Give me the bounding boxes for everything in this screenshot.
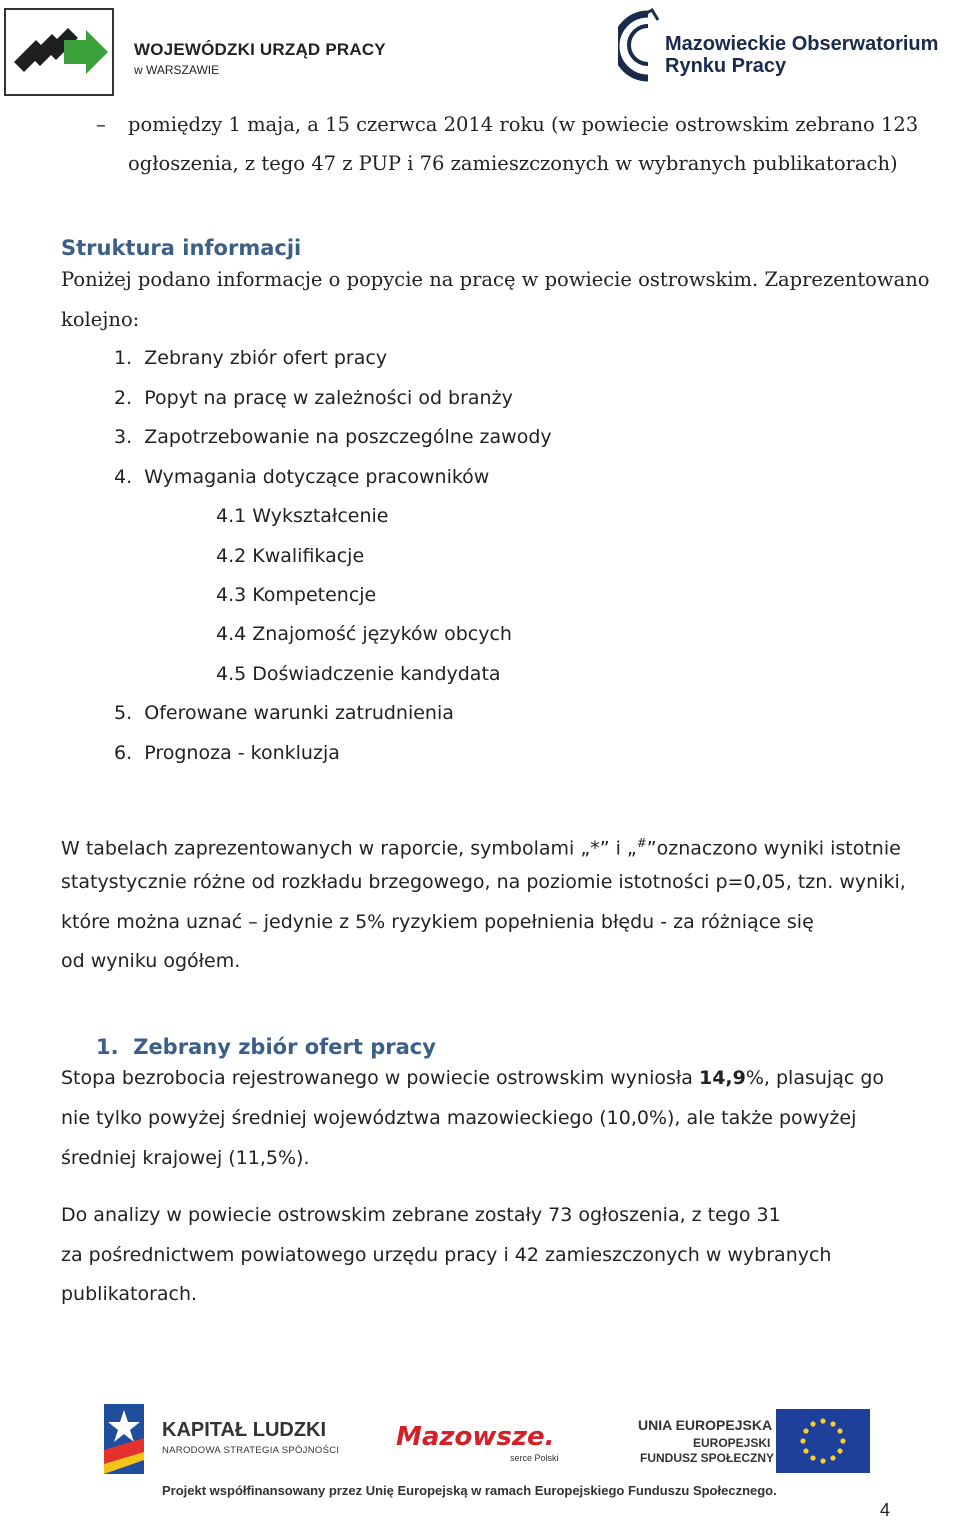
structure-line-2: kolejno: xyxy=(61,308,140,331)
intro-line-1: pomiędzy 1 maja, a 15 czerwca 2014 roku (w powiecie ostrowskim zebrano 123 xyxy=(128,113,919,136)
section-1-p1-line-1: Stopa bezrobocia rejestrowanego w powiecie ostrowskim wyniosła 14,9%, plasując go xyxy=(61,1067,885,1089)
cofinanced-note: Projekt współfinansowany przez Unię Europejską w ramach Europejskiego Funduszu Społecznego. xyxy=(162,1483,777,1498)
list-item: 2. Popyt na pracę w zależności od branży xyxy=(114,387,513,409)
mazowsze-logo: Mazowsze. xyxy=(396,1422,555,1452)
section-1-p2-line-1: Do analizy w powiecie ostrowskim zebrane zostały 73 ogłoszenia, z tego 31 xyxy=(61,1204,781,1226)
sub-list-item: 4.5 Doświadczenie kandydata xyxy=(216,663,501,685)
sub-list-item: 4.3 Kompetencje xyxy=(216,584,377,606)
eu-flag-icon xyxy=(776,1409,870,1473)
sub-list-item: 4.1 Wykształcenie xyxy=(216,505,389,527)
sub-list-item: 4.4 Znajomość języków obcych xyxy=(216,623,512,645)
section-1-p1-line-2: nie tylko powyżej średniej województwa mazowieckiego (10,0%), ale także powyżej xyxy=(61,1107,857,1129)
section-1-p1-line-3: średniej krajowej (11,5%). xyxy=(61,1147,310,1169)
list-item: 4. Wymagania dotyczące pracowników xyxy=(114,466,490,488)
note-line-4: od wyniku ogółem. xyxy=(61,950,241,972)
list-item: 3. Zapotrzebowanie na poszczególne zawody xyxy=(114,426,552,448)
mor-title-line2: Rynku Pracy xyxy=(665,55,787,77)
bullet-dash: – xyxy=(96,113,106,136)
note-line-3: które można uznać – jedynie z 5% ryzykiem popełnienia błędu - za różniące się xyxy=(61,911,814,933)
kapital-ludzki-logo-icon xyxy=(98,1400,148,1476)
kapital-ludzki-title: KAPITAŁ LUDZKI xyxy=(162,1419,327,1441)
note-line-1: W tabelach zaprezentowanych w raporcie, symbolami „*” i „#”oznaczono wyniki istotnie xyxy=(61,836,901,860)
mor-title-line1: Mazowieckie Obserwatorium xyxy=(665,33,939,55)
note-line-2: statystycznie różne od rozkładu brzegowego, na poziomie istotności p=0,05, tzn. wyniki, xyxy=(61,871,906,893)
wup-title: WOJEWÓDZKI URZĄD PRACY xyxy=(134,40,386,59)
sub-list-item: 4.2 Kwalifikacje xyxy=(216,545,365,567)
list-item: 1. Zebrany zbiór ofert pracy xyxy=(114,347,388,369)
page-number: 4 xyxy=(880,1500,891,1520)
kapital-ludzki-subtitle: NARODOWA STRATEGIA SPÓJNOŚCI xyxy=(162,1445,340,1456)
wup-subtitle: w WARSZAWIE xyxy=(134,63,220,77)
list-item: 5. Oferowane warunki zatrudnienia xyxy=(114,702,454,724)
wup-logo-icon xyxy=(6,10,112,94)
intro-line-2: ogłoszenia, z tego 47 z PUP i 76 zamieszczonych w wybranych publikatorach) xyxy=(128,152,898,175)
section-1-heading: 1. Zebrany zbiór ofert pracy xyxy=(96,1035,436,1059)
list-item: 6. Prognoza - konkluzja xyxy=(114,742,340,764)
structure-heading: Struktura informacji xyxy=(61,236,302,260)
ue-line-3: FUNDUSZ SPOŁECZNY xyxy=(640,1451,775,1465)
ue-line-2: EUROPEJSKI xyxy=(693,1436,771,1450)
ue-line-1: UNIA EUROPEJSKA xyxy=(638,1417,773,1433)
wup-logo xyxy=(4,8,114,96)
structure-line-1: Poniżej podano informacje o popycie na pracę w powiecie ostrowskim. Zaprezentowano xyxy=(61,268,930,291)
section-1-p2-line-3: publikatorach. xyxy=(61,1283,198,1305)
section-1-p2-line-2: za pośrednictwem powiatowego urzędu pracy i 42 zamieszczonych w wybranych xyxy=(61,1244,832,1266)
mazowsze-subtitle: serce Polski xyxy=(510,1453,559,1463)
